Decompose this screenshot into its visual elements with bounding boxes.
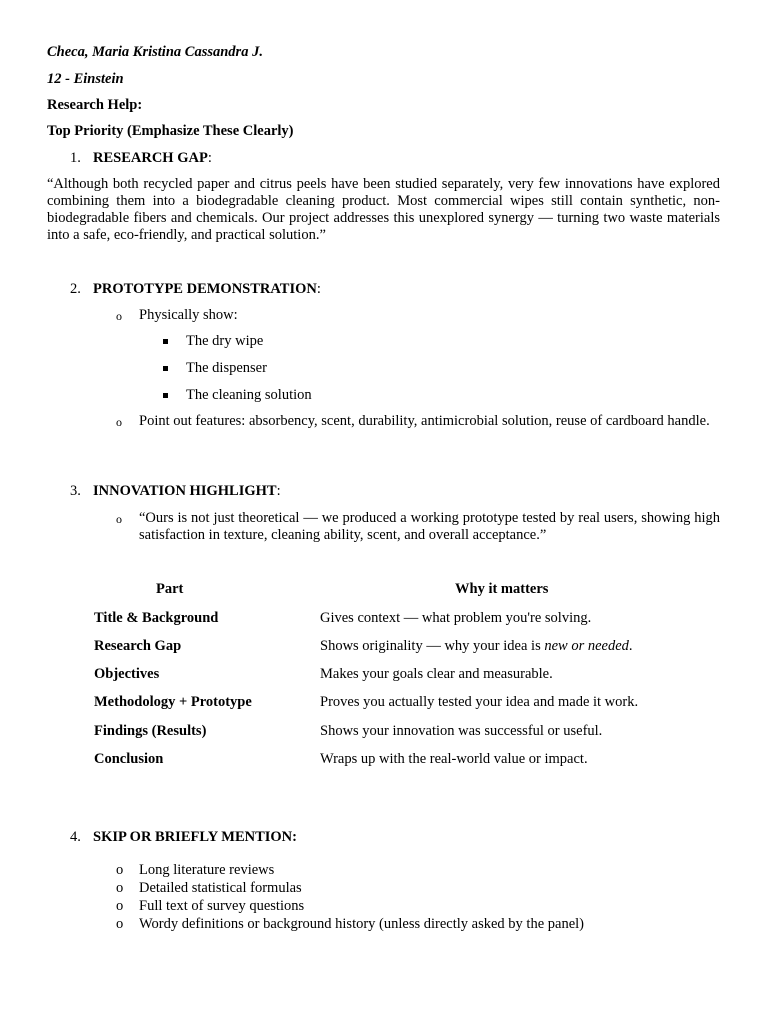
table-row-why: Makes your goals clear and measurable. [320, 666, 553, 682]
table-row-part: Conclusion [94, 751, 164, 767]
skip-item: Detailed statistical formulas [139, 880, 302, 896]
bullet-ring: o [116, 880, 124, 896]
skip-item: Long literature reviews [139, 862, 275, 878]
table-row-why: Wraps up with the real-world value or impact. [320, 751, 588, 767]
item-1-title: RESEARCH GAP [93, 150, 208, 166]
skip-item: Wordy definitions or background history (unless directly asked by the panel) [139, 916, 585, 932]
author-name: Checa, Maria Kristina Cassandra J. [47, 44, 263, 60]
item-1-number: 1. [70, 150, 81, 166]
bullet-square [163, 393, 168, 398]
table-row-why [320, 638, 633, 655]
item-3-number: 3. [70, 483, 81, 499]
bullet-ring: o [116, 309, 122, 323]
item-3-heading [93, 483, 281, 500]
table-header-part: Part [156, 581, 184, 597]
item-4-number: 4. [70, 829, 81, 845]
bullet-ring: o [116, 916, 124, 932]
table-row-part: Title & Background [94, 610, 219, 626]
item-4-title: SKIP OR BRIEFLY MENTION: [93, 829, 297, 845]
section-label: 12 - Einstein [47, 71, 124, 87]
sub-item-cleaning-solution: The cleaning solution [186, 387, 312, 403]
table-row-part: Objectives [94, 666, 160, 682]
table-header-why: Why it matters [455, 581, 549, 597]
table-row-why: Gives context — what problem you're solving. [320, 610, 592, 626]
bullet-ring: o [116, 512, 122, 526]
bullet-ring: o [116, 862, 124, 878]
priority-heading: Top Priority (Emphasize These Clearly) [47, 123, 294, 139]
item-2-heading [93, 281, 321, 298]
item-2-colon: : [316, 281, 321, 297]
sub-item-dispenser: The dispenser [186, 360, 267, 376]
table-row-why: Proves you actually tested your idea and made it work. [320, 694, 639, 710]
table-row-part: Methodology + Prototype [94, 694, 252, 710]
item-2-number: 2. [70, 281, 81, 297]
table-row-part: Research Gap [94, 638, 182, 654]
innovation-quote: “Ours is not just theoretical — we produced a working prototype tested by real users, showing high satisfaction in texture, cleaning ability, scent, and overall acceptance.” [139, 510, 720, 543]
why-text-emphasis: new or needed [544, 638, 629, 654]
bullet-ring: o [116, 898, 124, 914]
bullet-square [163, 366, 168, 371]
sub-item-dry-wipe: The dry wipe [186, 333, 264, 349]
research-gap-quote: “Although both recycled paper and citrus peels have been studied separately, very few innovations have explored combining them into a biodegradable cleaning product. Most commercial wipes still contain synthetic, non-biodegradable fibers and chemicals. Our project addresses this unexplored synergy — turning two waste materials into a safe, eco-friendly, and practical solution.” [47, 176, 720, 243]
why-text-post: . [628, 638, 633, 654]
bullet-ring: o [116, 415, 122, 429]
table-row-why: Shows your innovation was successful or useful. [320, 723, 603, 739]
table-row-part: Findings (Results) [94, 723, 207, 739]
bullet-square [163, 339, 168, 344]
item-2-title: PROTOTYPE DEMONSTRATION [93, 281, 317, 297]
skip-item: Full text of survey questions [139, 898, 305, 914]
physically-show-text: Physically show: [139, 307, 238, 323]
why-text-pre: Shows originality — why your idea is [320, 638, 545, 654]
features-text: Point out features: absorbency, scent, durability, antimicrobial solution, reuse of cardboard handle. [139, 413, 710, 429]
item-3-title: INNOVATION HIGHLIGHT [93, 483, 277, 499]
item-1-colon: : [207, 150, 212, 166]
item-3-colon: : [276, 483, 281, 499]
item-1-heading [93, 150, 212, 167]
research-help-heading: Research Help: [47, 97, 143, 113]
